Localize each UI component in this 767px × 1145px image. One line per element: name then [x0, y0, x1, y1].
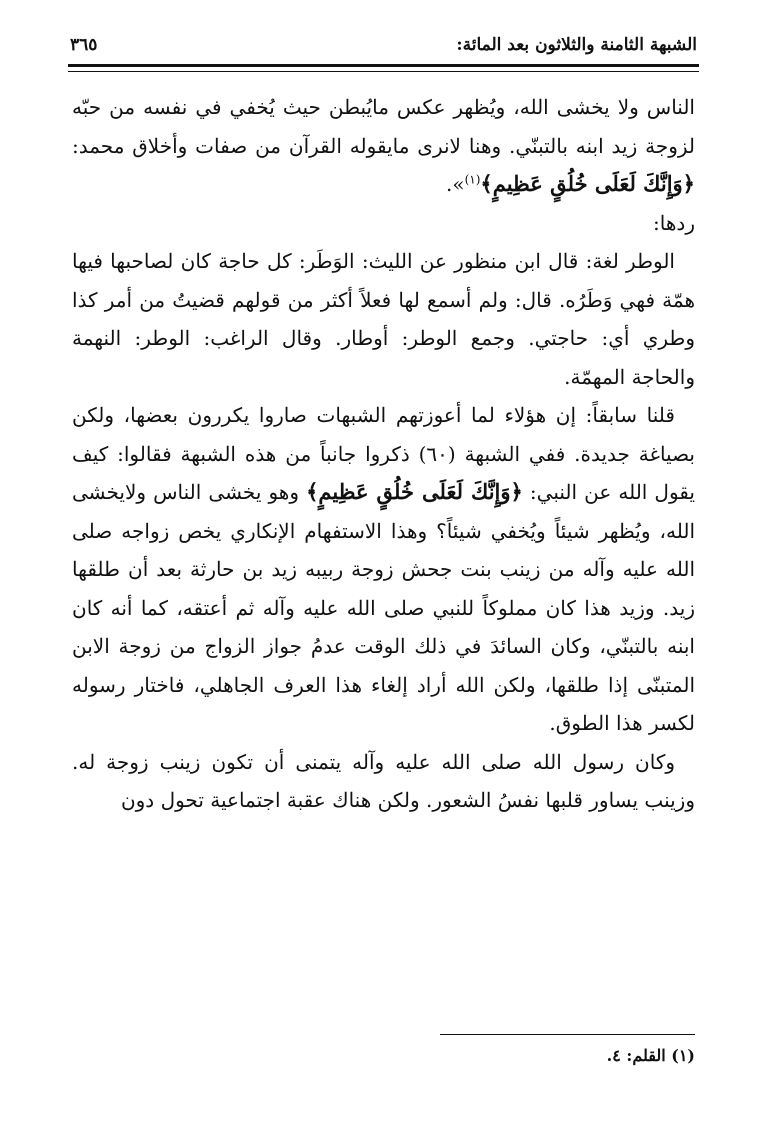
header-rule-thick	[68, 64, 699, 67]
footnote-separator	[440, 1034, 695, 1035]
paragraph-2: الوطر لغة: قال ابن منظور عن الليث: الوَطَر: كل حاجة كان لصاحبها فيها همّة فهي وَطَرُه. قال: ولم أسمع لها فعلاً أكثر من قولهم قضيتُ من أمر كذا وطري أي: حاجتي. وجمع الوطر: أوطار. وقال الراغب: الوطر: النهمة والحاجة المهمّة.	[72, 249, 695, 389]
quran-verse: ﴿وَإِنَّكَ لَعَلَى خُلُقٍ عَظِيمٍ﴾	[306, 479, 523, 504]
paragraph-1: الناس ولا يخشى الله، ويُظهر عكس مايُبطن حيث يُخفي في نفسه من حبّه لزوجة زيد ابنه بالتبنّي. وهنا لانرى مايقوله القرآن من صفات وأخلاق محمد: ﴿وَإِنَّكَ لَعَلَى خُلُقٍ عَظِيمٍ﴾$^{(١)}$».	[72, 95, 695, 196]
paragraph-4: وكان رسول الله صلى الله عليه وآله يتمنى أن تكون زينب زوجة له. وزينب يساور قلبها نفسُ الشعور. ولكن هناك عقبة اجتماعية تحول دون	[72, 749, 695, 812]
running-header	[70, 30, 697, 60]
running-title: الشبهة الثامنة والثلاثون بعد المائة:	[456, 35, 697, 55]
paragraph-3: قلنا سابقاً: إن هؤلاء لما أعوزتهم الشبهات صاروا يكررون بعضها، ولكن بصياغة جديدة. ففي الشبهة (٦٠) ذكروا جانباً من هذه الشبهة فقالوا: كيف يقول الله عن النبي: ﴿وَإِنَّكَ لَعَلَى خُلُقٍ عَظِيمٍ﴾ وهو يخشى الناس ولايخشى الله، ويُظهر شيئاً ويُخفي شيئاً؟ وهذا الاستفهام الإنكاري يخص زواجه صلى الله عليه وآله من زينب بنت جحش زوجة ربيبه زيد بن حارثة بعد أن طلقها زيد. وزيد هذا كان مملوكاً للنبي صلى الله عليه وآله ثم أعتقه، كما أنه كان ابنه بالتبنّي، وكان السائدَ في ذلك الوقت عدمُ جواز الزواج من زوجة الابن المتبنّى إذا طلقها، ولكن الله أراد إلغاء هذا العرف الجاهلي، فاختار رسوله لكسر هذا الطوق.	[72, 403, 695, 735]
quran-verse: ﴿وَإِنَّكَ لَعَلَى خُلُقٍ عَظِيمٍ﴾	[480, 171, 695, 196]
section-heading: ردها:	[653, 210, 695, 235]
page-number: ٣٦٥	[70, 35, 98, 55]
header-rule-thin	[68, 71, 699, 72]
footnote-reference: (١)	[464, 172, 481, 187]
main-text	[72, 88, 695, 820]
footnote: (١) القلم: ٤.	[606, 1046, 695, 1065]
